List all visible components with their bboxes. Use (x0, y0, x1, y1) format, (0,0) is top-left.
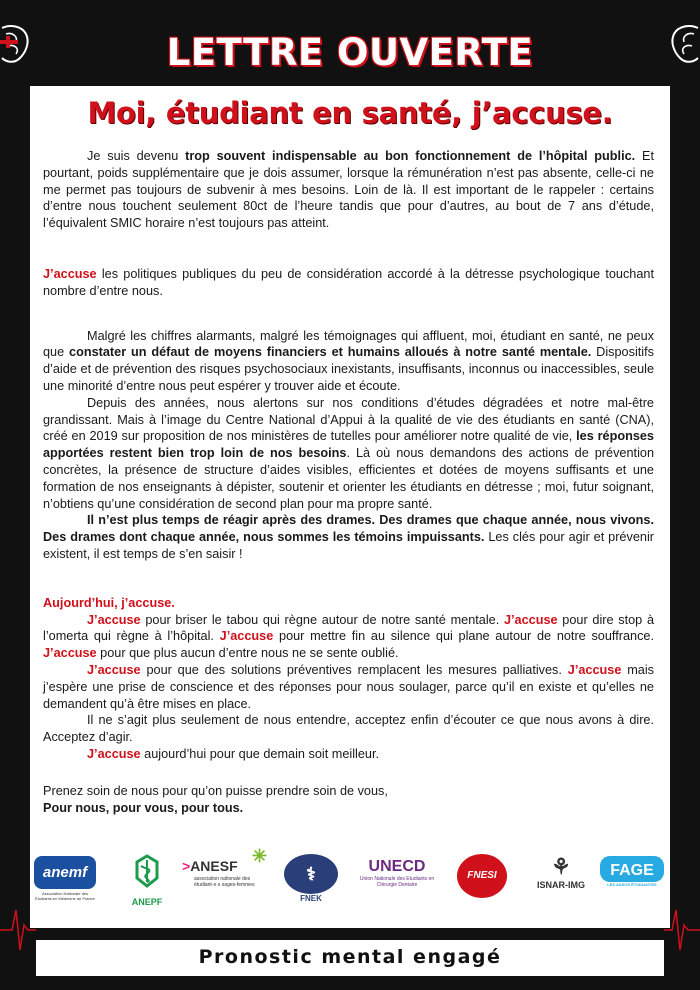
caduceus-icon (127, 852, 167, 892)
text: . Là où nous demandons des actions de prévention concrètes, la présence de structure d’aides visibles, efficientes et dotées de moyens suffisants et une formation de nos enseignants à dépister, soutenir et orienter les étudiants en détresse ; moi, futur soignant, n’obtiens qu’une considération de second plan pour ma propre santé. (43, 446, 654, 511)
paragraph (43, 512, 654, 562)
accuse-label: J’accuse (503, 612, 558, 627)
paragraph (43, 595, 654, 612)
closing-line-bold (43, 800, 654, 817)
fnek-logo-text: FNEK (300, 894, 322, 903)
paragraph (43, 662, 654, 712)
paragraph: Il ne s’agit plus seulement de nous entendre, acceptez enfin d’écouter ce que nous avons à dire. Acceptez d’agir. (43, 713, 654, 745)
text: pour briser le tabou qui règne autour de notre santé mentale. (140, 612, 504, 627)
text: Depuis des années, nous alertons sur nos conditions d’études dégradées et notre mal-être grandissant. Mais à l’image du Centre National d’Appui à la qualité de vie des étudiants en santé (CNA), créé en 2019 sur proposition de nos ministères de tutelles pour améliorer notre qualité de vie, (43, 395, 654, 444)
accuse-label: J’accuse (87, 662, 141, 677)
anesf-logo: >ANESF ✳ association nationale des étudiant·e·s sages-femmes (182, 858, 270, 888)
accuse-label: J’accuse (219, 629, 274, 644)
closing-emphasis: Pour nous, pour vous, pour tous. (43, 800, 244, 815)
unecd-logo-caption: Union Nationale des Etudiants en Chirurgie Dentaire (359, 876, 435, 888)
caduceus-icon: ⚕ (284, 854, 338, 894)
fage-logo-caption: LES ASSOS ÉTUDIANTES (607, 882, 657, 887)
text: les politiques publiques du peu de considération accordé à la détresse psychologique touchant nombre d’entre nous. (43, 266, 654, 298)
anepf-logo (122, 852, 172, 907)
paragraph (43, 266, 654, 300)
anemf-logo-text: anemf (34, 856, 96, 889)
text: pour dire stop à l’omerta qui règne à l’hôpital. (43, 612, 654, 644)
emphasis: Il n’est plus temps de réagir après des drames. Des drames que chaque année, nous vivons. Des drames dont chaque année, nous sommes les témoins impuissants. (43, 513, 654, 545)
letter-subtitle: Moi, étudiant en santé, j’accuse. (87, 96, 613, 130)
figure-icon: ⚘ (551, 854, 571, 879)
anepf-logo-text: ANEPF (131, 897, 163, 907)
accuse-label: J’accuse (87, 612, 141, 627)
accuse-label: J’accuse (43, 266, 97, 281)
paragraph (43, 328, 654, 395)
text: Je suis devenu (87, 149, 186, 163)
text: aujourd’hui pour que demain soit meilleur. (140, 746, 380, 761)
partner-logos (30, 848, 670, 914)
text: Et pourtant, poids supplémentaire que je dois assumer, lorsque la rémunération n’est pas absente, celle-ci ne me permet pas toujours de subvenir à mes besoins. Loin de là. Il est important de le rappeler : certains d’entre nous touchent seulement 80ct de l’heure tandis que pour d’autres, au bout de 7 ans d’étude, l’équivalent SMIC horaire n’est toujours pas atteint. (43, 149, 655, 231)
text: Malgré les chiffres alarmants, malgré les témoignages qui affluent, moi, étudiant en santé, ne peux que (43, 328, 654, 360)
fage-logo-text: FAGE (600, 856, 664, 882)
frame-right (670, 0, 700, 990)
footer-bar (36, 940, 664, 976)
text: pour que des solutions préventives remplacent les mesures palliatives. (140, 662, 568, 677)
fage-logo (600, 856, 664, 887)
emphasis: les réponses apportées restent bien trop loin de nos besoins (43, 429, 654, 461)
text: mais j’espère une prise de conscience et des réponses pour nous soulager, parce qu’il en existe et qu’elles ne demandent qu’à être mises en place. (43, 662, 655, 711)
frame-left (0, 0, 30, 990)
unecd-logo (352, 858, 442, 888)
emphasis: trop souvent indispensable au bon fonctionnement de l’hôpital public. (185, 149, 636, 163)
closing-line: Prenez soin de nous pour qu’on puisse prendre soin de vous, (43, 783, 388, 798)
text: Dispositifs d’aide et de prévention des risques psychosociaux inexistants, insuffisants, inconnus ou inaccessibles, seule une minorité d’entre nous peut espérer y trouver aide et écoute. (43, 345, 654, 393)
fnesi-logo (454, 854, 510, 898)
brain-icon (0, 22, 30, 68)
anemf-logo (34, 856, 96, 901)
footer-slogan: Pronostic mental engagé (198, 946, 502, 968)
fnesi-logo-text: FNESI (457, 854, 507, 898)
section-heading: Aujourd’hui, j’accuse. (43, 595, 175, 610)
star-icon: ✳ (252, 846, 268, 866)
isnar-logo (526, 854, 596, 890)
text: pour mettre fin au silence qui plane autour de notre souffrance. (273, 629, 654, 644)
fnek-logo (280, 854, 342, 903)
emphasis: constater un défaut de moyens financiers et humains alloués à notre santé mentale. (69, 345, 592, 360)
anesf-logo-caption: association nationale des étudiant·e·s sages-femmes (194, 876, 255, 888)
accuse-label: J’accuse (87, 746, 141, 761)
paragraph (43, 746, 654, 763)
letter-page (30, 86, 670, 928)
paragraph (43, 612, 654, 662)
isnar-logo-text: ISNAR-IMG (537, 880, 585, 890)
text: pour que plus aucun d’entre nous ne se sente oublié. (96, 646, 399, 661)
brain-icon (670, 22, 700, 68)
anesf-logo-text: ANESF (190, 858, 238, 874)
letter-body (43, 148, 654, 816)
accuse-label: J’accuse (43, 646, 97, 661)
paragraph (43, 395, 654, 513)
unecd-logo-text: UNECD (368, 858, 426, 875)
page-title: LETTRE OUVERTE (166, 31, 534, 74)
accuse-label: J’accuse (567, 662, 622, 677)
text: Les clés pour agir et prévenir existent, il est temps de s’en saisir ! (43, 530, 654, 561)
paragraph (43, 148, 654, 232)
anemf-logo-caption: Association Nationale des Étudiants en Médecine de France (35, 891, 95, 901)
